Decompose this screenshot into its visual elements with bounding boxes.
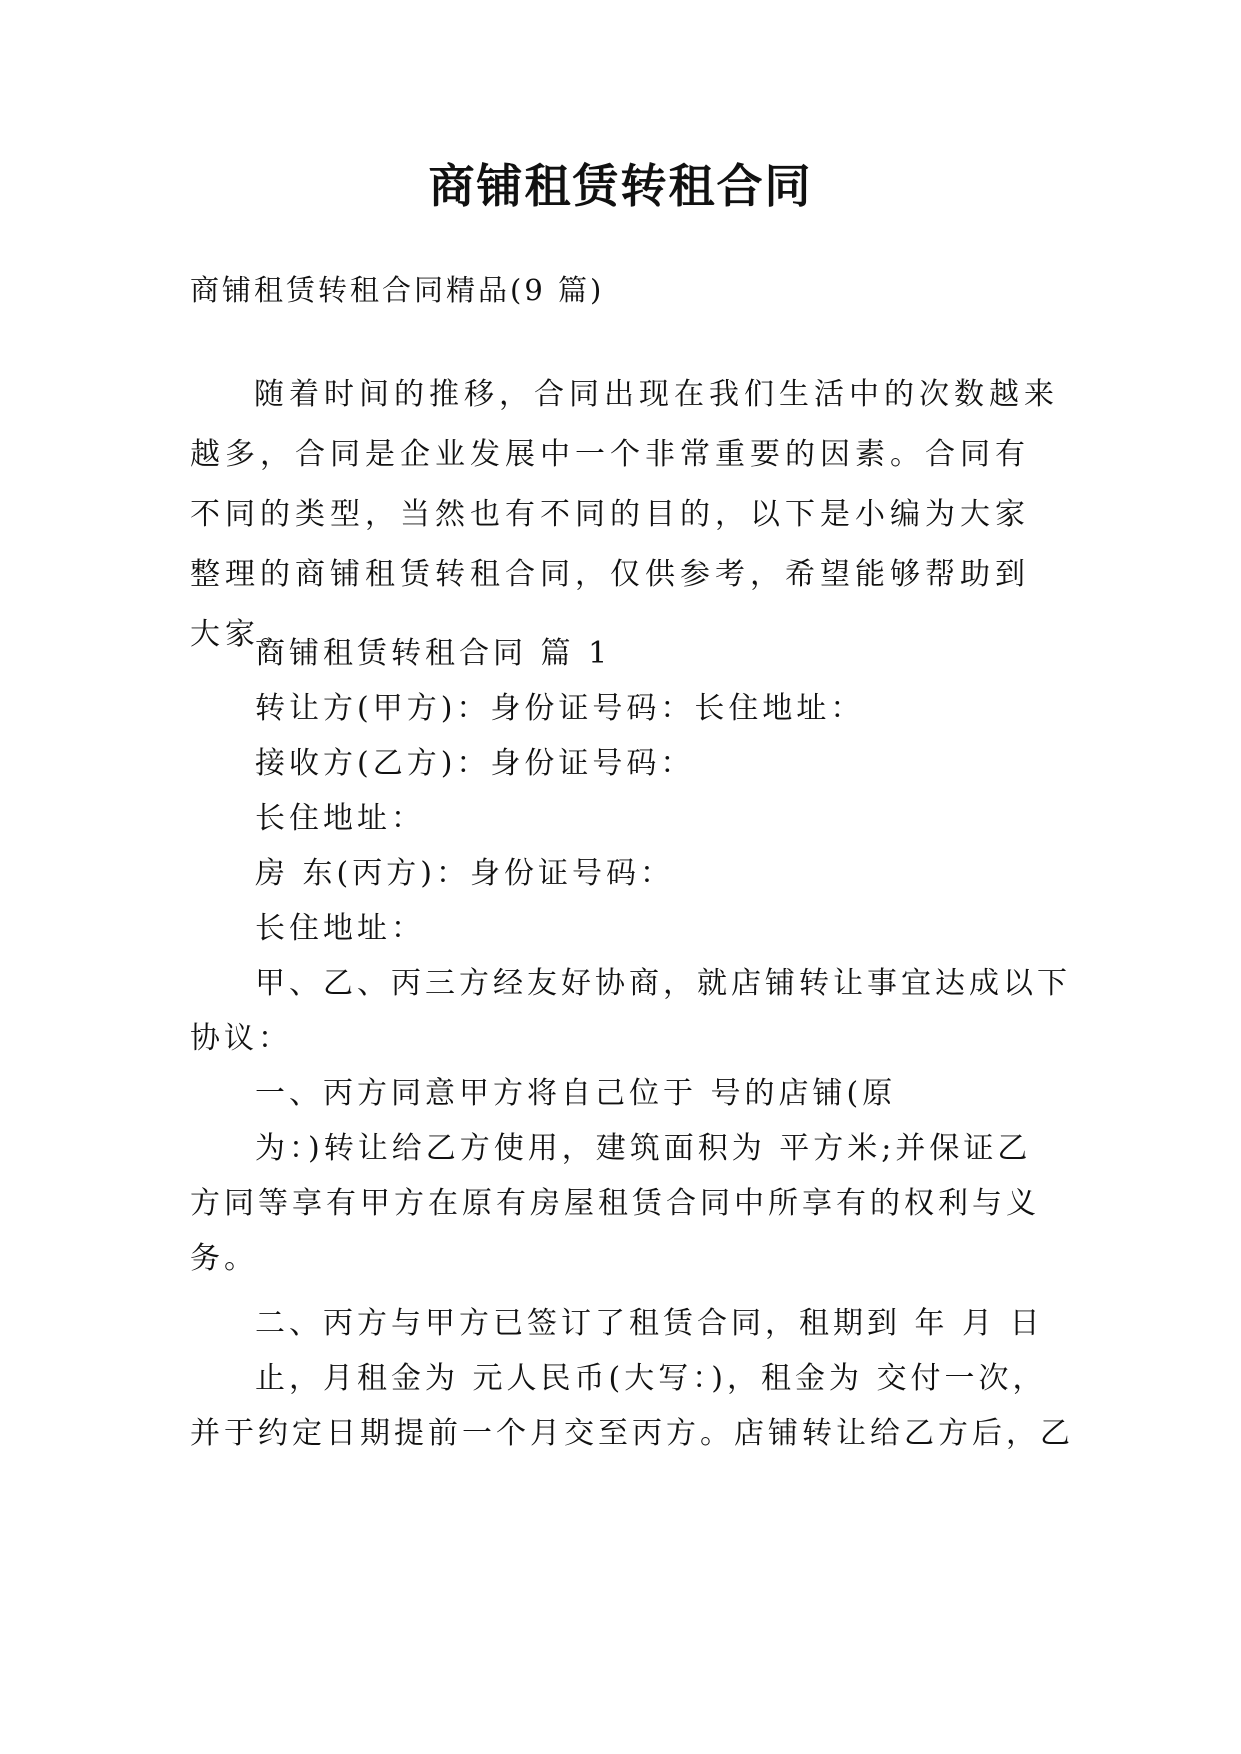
intro-paragraph: 随着时间的推移，合同出现在我们生活中的次数越来越多，合同是企业发展中一个非常重要的因素。合同有不同的类型，当然也有不同的目的，以下是小编为大家整理的商铺租赁转租合同，仅供参考，希望能够帮助到大家。: [190, 377, 1059, 652]
clause-2-line-2: 止，月租金为 元人民币(大写：)，租金为 交付一次，: [255, 1361, 1047, 1396]
party-b-line: 接收方(乙方)：身份证号码：: [255, 746, 695, 781]
clause-1-line-1: 一、丙方同意甲方将自己位于 号的店铺(原: [255, 1076, 897, 1111]
party-c-line: 房 东(丙方)：身份证号码：: [255, 856, 674, 891]
clause-2-line-3: 并于约定日期提前一个月交至丙方。店铺转让给乙方后，乙: [190, 1416, 1074, 1451]
party-c-address-line: 长住地址：: [255, 911, 425, 946]
section-heading: 商铺租赁转租合同 篇 1: [255, 636, 612, 671]
clause-2-line-1: 二、丙方与甲方已签订了租赁合同，租期到 年 月 日: [255, 1306, 1044, 1341]
clause-1-line-2: 为：)转让给乙方使用，建筑面积为 平方米;并保证乙: [255, 1131, 1032, 1166]
document-subtitle: 商铺租赁转租合同精品(9 篇): [190, 273, 605, 307]
party-a-line: 转让方(甲方)：身份证号码：长住地址：: [255, 691, 865, 726]
clause-1-line-3: 方同等享有甲方在原有房屋租赁合同中所享有的权利与义: [190, 1186, 1040, 1221]
agreement-intro-line-cont: 协议：: [190, 1021, 292, 1056]
document-title: 商铺租赁转租合同: [428, 159, 813, 213]
clause-1-line-4: 务。: [190, 1241, 258, 1276]
party-b-address-line: 长住地址：: [255, 801, 425, 836]
agreement-intro-line: 甲、乙、丙三方经友好协商，就店铺转让事宜达成以下: [255, 966, 1071, 1001]
